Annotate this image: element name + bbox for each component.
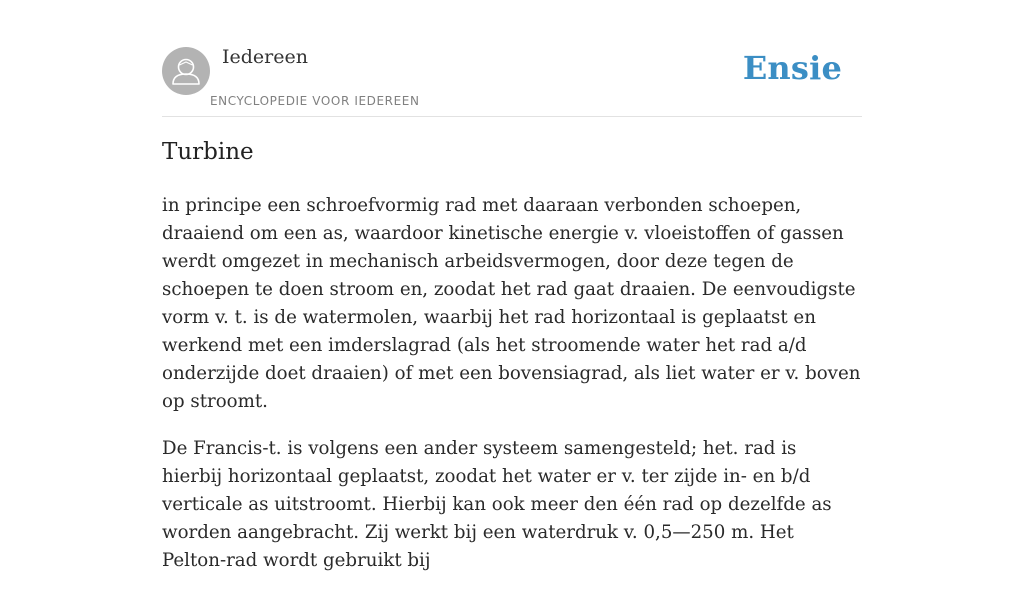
page-container [162, 0, 862, 571]
brand-logo-link[interactable]: Ensie [742, 49, 842, 87]
user-icon [162, 47, 210, 95]
article-title: Turbine [162, 139, 254, 165]
article-body [162, 192, 862, 594]
site-header [162, 0, 862, 117]
article-paragraph: De Francis-t. is volgens een ander systeem samengesteld; het. rad is hierbij horizontaal geplaatst, zoodat het water er v. ter zijde in- en b/d verticale as uitstroomt. Hierbij kan ook meer den één rad op dezelfde as worden aangebracht. Zij werkt bij een waterdruk v. 0,5—250 m. Het Pelton-rad wordt gebruikt bij [162, 438, 832, 571]
author-name-link[interactable]: Iedereen [222, 46, 308, 68]
avatar[interactable] [162, 47, 210, 95]
site-tagline: ENCYCLOPEDIE VOOR IEDEREEN [210, 94, 420, 108]
article-paragraph: in principe een schroefvormig rad met daaraan verbonden schoepen, draaiend om een as, waardoor kinetische energie v. vloeistoffen of gassen werdt omgezet in mechanisch arbeidsvermogen, door deze tegen de schoepen te doen stroom en, zoodat het rad gaat draaien. De eenvoudigste vorm v. t. is de watermolen, waarbij het rad horizontaal is geplaatst en werkend met een imderslagrad (als het stroomende water het rad a/d onderzijde doet draaien) of met een bovensiagrad, als liet water er v. boven op stroomt. [162, 195, 861, 412]
